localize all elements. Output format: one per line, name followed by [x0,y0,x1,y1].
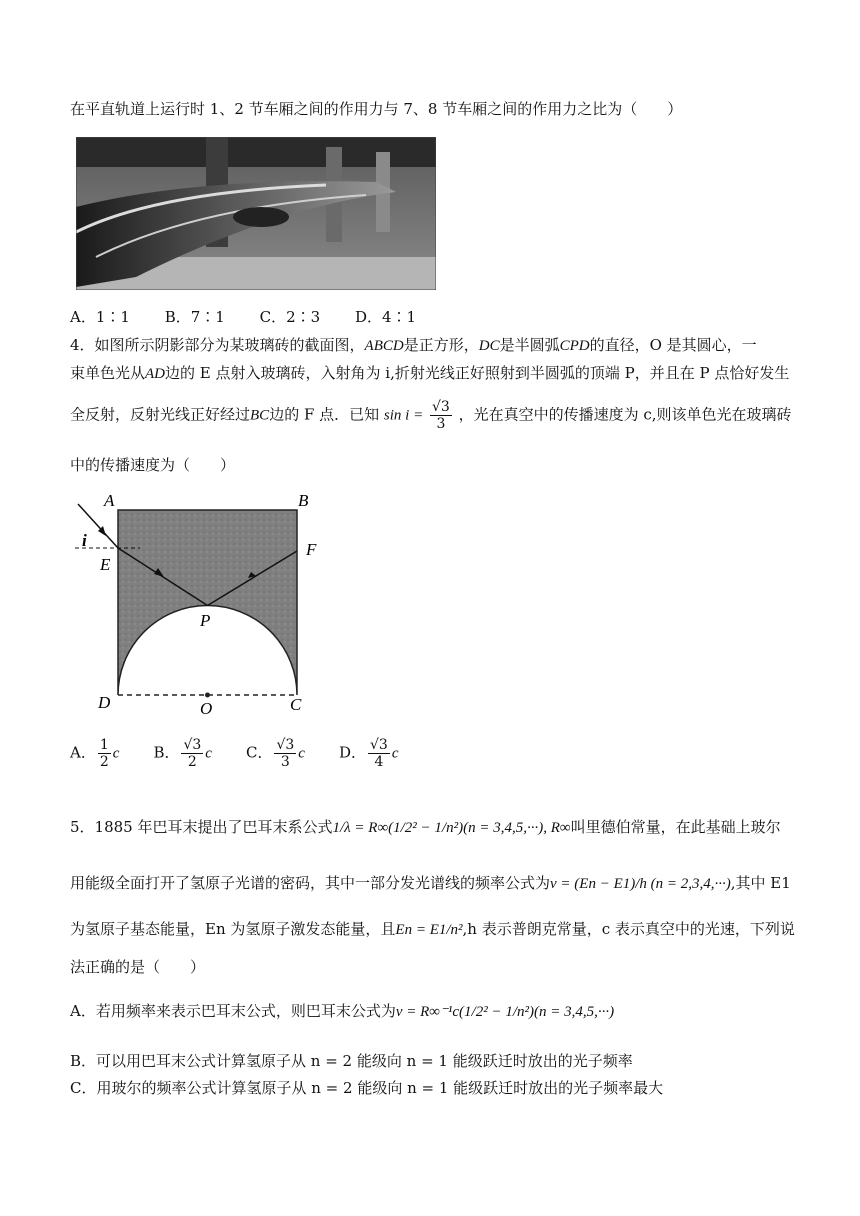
q3-option-b: B．7∶1 [164,308,225,326]
q3-option-d: D．4∶1 [354,308,417,326]
q5-option-c: C．用玻尔的频率公式计算氢原子从 n = 2 能级向 n = 1 能级跃迁时放出的光子频率最大 [70,1079,664,1097]
q3-option-c: C．2∶3 [259,308,321,326]
label-P: P [200,611,211,630]
q5-line2: 用能级全面打开了氢原子光谱的密码，其中一部分发光谱线的频率公式为ν = (En − E1)/h (n = 2,3,4,···),其中 E1 [70,874,791,892]
q4-option-a: A． $\frac{1}{2}$ c [70,737,120,770]
glass-brick-figure [70,488,340,720]
q4-option-d: D． $\frac{√3}{4}$ c [338,737,399,770]
q5-line1: 5．1885 年巴耳末提出了巴耳末系公式1/λ = R∞(1/2² − 1/n²)(n = 3,4,5,···), R∞叫里德伯常量，在此基础上玻尔 [70,818,781,836]
label-C: C [290,695,302,714]
label-A: A [104,491,115,510]
train-photo [76,137,436,290]
label-B: B [298,491,309,510]
q5-line3: 为氢原子基态能量，En 为氢原子激发态能量，且En = E1/n²,h 表示普朗克常量，c 表示真空中的光速，下列说 [70,920,795,938]
q4-option-c: C． $\frac{√3}{3}$ c [245,737,305,770]
label-E: E [100,555,111,574]
q4-options [70,738,398,769]
q5-option-b: B．可以用巴耳末公式计算氢原子从 n = 2 能级向 n = 1 能级跃迁时放出的光子频率 [70,1052,633,1070]
q3-option-a: A．1∶1 [70,308,130,326]
q4-line2: 束单色光从AD边的 E 点射入玻璃砖，入射角为 i,折射光线正好照射到半圆弧的顶端 P，并且在 P 点恰好发生 [70,364,790,382]
q4-line3: 全反射，反射光线正好经过BC边的 F 点．已知 sin i = $\frac{√3}{3}$ ，光在真空中的传播速度为 c,则该单色光在玻璃砖 [70,399,792,432]
q4-option-b: B． $\frac{√3}{2}$ c [153,737,212,770]
q4-line4: 中的传播速度为（ ） [70,456,236,474]
q5-option-a: A．若用频率来表示巴耳末公式，则巴耳末公式为ν = R∞⁻¹c(1/2² − 1/n²)(n = 3,4,5,···) [70,1002,615,1020]
q3-options [70,306,446,327]
label-i: i [82,531,87,550]
q4-line1: 4．如图所示阴影部分为某玻璃砖的截面图，ABCD是正方形，DC是半圆弧CPD的直径，O 是其圆心，一 [70,336,757,354]
label-D: D [98,693,111,712]
label-F: F [306,540,317,559]
q3-stem: 在平直轨道上运行时 1、2 节车厢之间的作用力与 7、8 节车厢之间的作用力之比为（ ） [70,100,683,118]
q5-line4: 法正确的是（ ） [70,958,206,976]
label-O: O [200,699,213,718]
